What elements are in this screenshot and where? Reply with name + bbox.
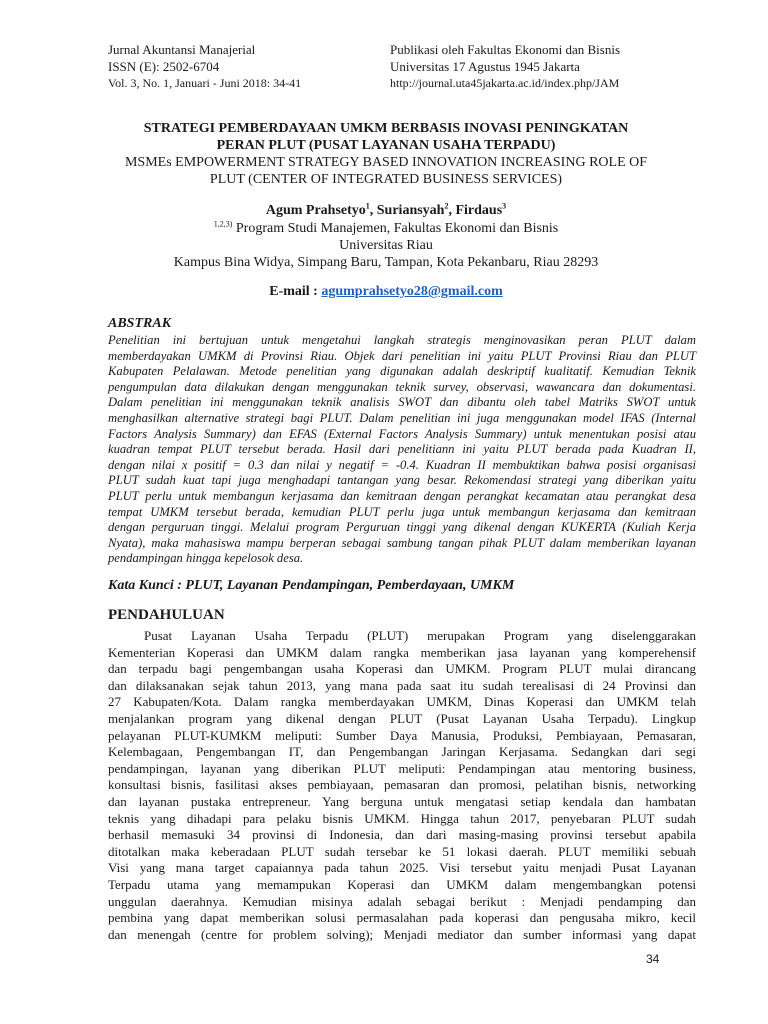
author-1: Agum Prahsetyo	[265, 203, 366, 218]
abstract-line: PLUT sudah kuat tapi juga menghadapi tantangan yang besar. Rekomendasi strategi yang diberikan yaitu	[108, 473, 696, 488]
body-line: pendampingan, layanan yang diberikan PLUT meliputi: Pendampingan atau mentoring business,	[108, 760, 696, 776]
abstract-line: Penelitian ini bertujuan untuk mengetahui langkah strategis menginovasikan peran PLUT dalam	[108, 333, 696, 347]
abstract-text	[108, 333, 696, 567]
affiliation-university: Universitas Riau	[339, 238, 433, 253]
author-names	[108, 202, 664, 220]
body-line: pelayanan PLUT-KUMKM meliputi: Sumber Daya Manusia, Produksi, Pembiayaan, Pemasaran,	[108, 727, 696, 743]
abstract-line: pengumpulan data dilakukan dengan menggunakan teknik survey, observasi, wawancara dan dokumentasi.	[108, 379, 696, 394]
body-line: dan dilaksanakan sejak tahun 2013, yang mana pada saat itu sudah terealisasi di 24 Provinsi dan	[108, 677, 696, 693]
author-separator: ,	[369, 203, 377, 218]
author-3: Firdaus	[455, 203, 503, 218]
body-line: dan terpadu bagi pengembangan usaha Koperasi dan UMKM. Program PLUT mulai dirancang	[108, 661, 696, 677]
body-line: Pusat Layanan Usaha Terpadu (PLUT) merupakan Program yang diselenggarakan	[144, 628, 696, 643]
abstract-line: PLUT perlu untuk membangun kerjasama dan kemitraan dengan perangkat kecamatan atau perangkat desa	[108, 488, 696, 503]
section-heading: PENDAHULUAN	[108, 607, 225, 623]
page-number: 34	[646, 952, 660, 966]
abstract-line: menghasilkan alternative strategi bagi PLUT. Dalam penelitian ini juga menggunakan model IFAS (Internal	[108, 410, 696, 425]
paper-title-block	[108, 120, 664, 188]
body-line: dan layanan pustaka entrepreneur. Yang berguna untuk mengatasi setiap kendala dan hambatan	[108, 793, 696, 809]
publisher-faculty: Publikasi oleh Fakultas Ekonomi dan Bisnis	[390, 42, 621, 57]
author-block	[108, 202, 664, 271]
body-line: Kementerian Koperasi dan UMKM dalam rangka memberikan jasa layanan yang komperehensif	[108, 644, 696, 660]
publisher-university: Universitas 17 Agustus 1945 Jakarta	[390, 58, 580, 74]
abstract-line: Kabupaten Pelalawan. Metode penelitian yang digunakan adalah deskriptif kualitatif. Kemudian Teknik	[108, 364, 696, 379]
title-indonesian-line-2: PERAN PLUT (PUSAT LAYANAN USAHA TERPADU)	[216, 138, 556, 153]
journal-issn: ISSN (E): 2502-6704	[108, 58, 220, 74]
abstract-heading: ABSTRAK	[108, 316, 172, 331]
abstract-line: Dalam penelitian ini menggunakan teknik analisis SWOT dan dibantu oleh tabel Matriks SWOT untuk	[108, 395, 696, 410]
abstract-line: dengan nilai x positif = 0.3 dan nilai y negatif = -0.4. Kuadran II membuktikan bahwa posisi organisasi	[108, 457, 696, 472]
journal-header-right	[390, 42, 690, 92]
author-3-mark: 3	[502, 201, 507, 211]
affiliation	[108, 220, 664, 237]
affiliation-address: Kampus Bina Widya, Simpang Baru, Tampan, Kota Pekanbaru, Riau 28293	[173, 255, 599, 270]
title-english-line-2: PLUT (CENTER OF INTEGRATED BUSINESS SERVICES)	[209, 172, 563, 187]
journal-volume: Vol. 3, No. 1, Januari - Juni 2018: 34-41	[108, 76, 302, 90]
body-line: Terpadu utama yang memampukan Koperasi dan UMKM dalam mengembangkan potensi	[108, 876, 696, 892]
body-line: ditotalkan maka keberadaan PLUT sudah tersebar ke 51 lokasi daerah. PLUT memiliki sebuah	[108, 843, 696, 859]
journal-url[interactable]: http://journal.uta45jakarta.ac.id/index.php/JAM	[390, 76, 620, 90]
keywords: Kata Kunci : PLUT, Layanan Pendampingan, Pemberdayaan, UMKM	[108, 578, 515, 593]
author-2-mark: 2	[444, 201, 449, 211]
abstract-line: tempat UMKM tersebut berada, kemudian PLUT perlu juga untuk membangun kerjasama dan kemitraan	[108, 504, 696, 519]
contact-email	[108, 284, 664, 300]
author-2: Suriansyah	[376, 203, 445, 218]
body-line: dan menengah (centre for problem solving); Menjadi mediator dan sumber informasi yang dapat	[108, 926, 696, 942]
abstract-line: memberdayakan UMKM di Provinsi Riau. Objek dari penelitian ini yaitu PLUT Provinsi Riau dan PLUT	[108, 348, 696, 363]
journal-name: Jurnal Akuntansi Manajerial	[108, 42, 256, 57]
title-english-line-1: MSMEs EMPOWERMENT STRATEGY BASED INNOVATION INCREASING ROLE OF	[124, 155, 648, 170]
body-line: menjalankan program yang dikenal dengan PLUT (Pusat Layanan Usaha Terpadu). Lingkup	[108, 710, 696, 726]
abstract-line: kuadran tempat PLUT tersebut berada. Hasil dari penelitiann ini yaitu PLUT berada pada Kuadran II,	[108, 442, 696, 457]
abstract-line: dengan perguruan tinggi. Melalui program Perguruan tinggi yang dikenal dengan KUKERTA (Kuliah Kerja	[108, 520, 696, 535]
affiliation-program: Program Studi Manajemen, Fakultas Ekonomi dan Bisnis	[235, 221, 559, 236]
abstract-line: Nyata), maka mahasiswa mampu berperan sebagai sambung tangan pihak PLUT dalam memberikan layanan	[108, 535, 696, 550]
abstract-line: pendampingan hingga kepelosok desa.	[108, 551, 304, 566]
affiliation-mark: 1,2,3)	[213, 219, 233, 229]
body-line: unggulan daerahnya. Kemudian misinya adalah sebagai berikut : Menjadi pendamping dan	[108, 893, 696, 909]
abstract-line: Factors Analysis Summary) dan EFAS (External Factors Analysis Summary) untuk menentukan posisi atau	[108, 426, 696, 441]
email-label: E-mail :	[269, 284, 318, 299]
journal-header-left	[108, 42, 388, 92]
body-line: konsultasi bisnis, fasilitasi akses pembiayaan, pemasaran dan promosi, pelatihan bisnis, networking	[108, 777, 696, 793]
body-line: berhasil memasuki 34 provinsi di Indonesia, dan dari masing-masing provinsi tersebut apabila	[108, 827, 696, 843]
email-link[interactable]: agumprahsetyo28@gmail.com	[321, 284, 503, 299]
introduction-text	[108, 628, 696, 943]
body-line: teknis yang dihadapi para pelaku bisnis UMKM. Hingga tahun 2017, penyebaran PLUT sudah	[108, 810, 696, 826]
body-line: Kelembagaan, Pengembangan IT, dan Pengembangan Jaringan Kerjasama. Sedangkan dari segi	[108, 744, 696, 760]
body-line: 27 Kabupaten/Kota. Dalam rangka memberdayakan UMKM, Dinas Koperasi dan UMKM telah	[108, 694, 696, 710]
body-line: Visi yang mana target capaiannya pada tahun 2025. Visi tersebut yaitu menjadi Pusat Layanan	[108, 860, 696, 876]
author-separator: ,	[448, 203, 456, 218]
author-1-mark: 1	[365, 201, 370, 211]
title-indonesian-line-1: STRATEGI PEMBERDAYAAN UMKM BERBASIS INOVASI PENINGKATAN	[143, 121, 629, 136]
body-line: pembina yang dapat memberikan solusi permasalahan pada koperasi dan pengusaha mikro, kecil	[108, 910, 696, 926]
